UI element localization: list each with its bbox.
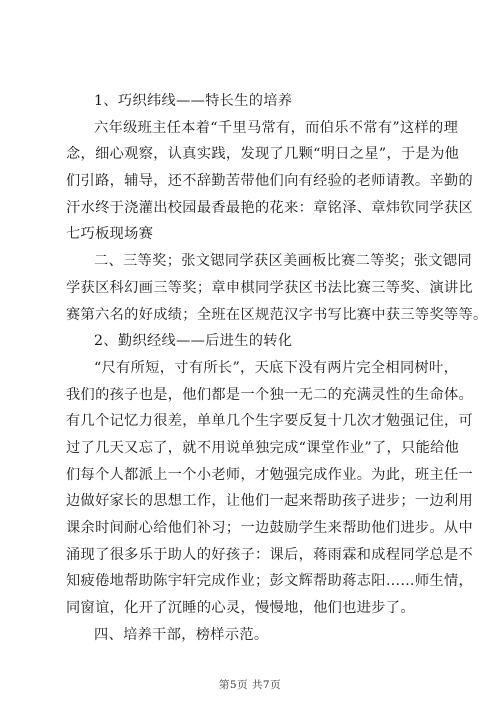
text-line-18: 涌现了很多乐于助人的好孩子：课后，蒋雨霖和成程同学总是不 xyxy=(66,546,474,563)
text-line-4: 们引路，辅导，还不辞勤苦带他们向有经验的老师请教。辛勤的 xyxy=(66,173,474,190)
text-line-20: 同窗谊，化开了沉睡的心灵，慢慢地，他们也进步了。 xyxy=(66,600,415,617)
text-line-11: “尺有所短，寸有所长”，天底下没有两片完全相同树叶， xyxy=(94,359,459,376)
text-line-16: 边做好家长的思想工作，让他们一起来帮助孩子进步；一边利用 xyxy=(66,493,474,510)
text-line-10: 2、勤织经线——后进生的转化 xyxy=(94,333,293,350)
document-body xyxy=(66,88,488,648)
text-line-9: 赛第六名的好成绩；全班在区规范汉字书写比赛中获三等奖等等。 xyxy=(66,306,488,323)
text-line-5: 汗水终于浇灌出校园最香最艳的花来：章铭泽、章炜钦同学获区 xyxy=(66,199,474,216)
page-number-footer: 第5页 共7页 xyxy=(218,679,282,691)
text-line-3: 念，细心观察，认真实践，发现了几颗“明日之星”，于是为他 xyxy=(66,146,460,163)
text-line-8: 学获区科幻画三等奖；章申棋同学获区书法比赛三等奖、演讲比 xyxy=(66,279,474,296)
text-line-15: 们每个人都派上一个小老师，才勉强完成作业。为此，班主任一 xyxy=(66,466,474,483)
text-line-7: 二、三等奖；张文锶同学获区美画板比赛二等奖；张文锶同 xyxy=(94,253,472,270)
text-line-12: 我们的孩子也是，他们都是一个独一无二的充满灵性的生命体。 xyxy=(66,386,474,403)
text-line-14: 过了几天又忘了，就不用说单独完成“课堂作业”了，只能给他 xyxy=(66,439,460,456)
text-line-19: 知疲倦地帮助陈宇轩完成作业；彭文辉帮助蒋志阳……师生情， xyxy=(66,573,474,590)
text-line-13: 有几个记忆力很差，单单几个生字要反复十几次才勉强记住，可 xyxy=(66,413,474,430)
text-line-21: 四、培养干部，榜样示范。 xyxy=(94,626,269,643)
text-line-1: 1、巧织纬线——特长生的培养 xyxy=(94,93,293,109)
text-line-6: 七巧板现场赛 xyxy=(66,226,154,243)
text-line-17: 课余时间耐心给他们补习；一边鼓励学生来帮助他们进步。从中 xyxy=(66,520,474,536)
text-line-2: 六年级班主任本着“千里马常有，而伯乐不常有”这样的理 xyxy=(94,119,459,136)
